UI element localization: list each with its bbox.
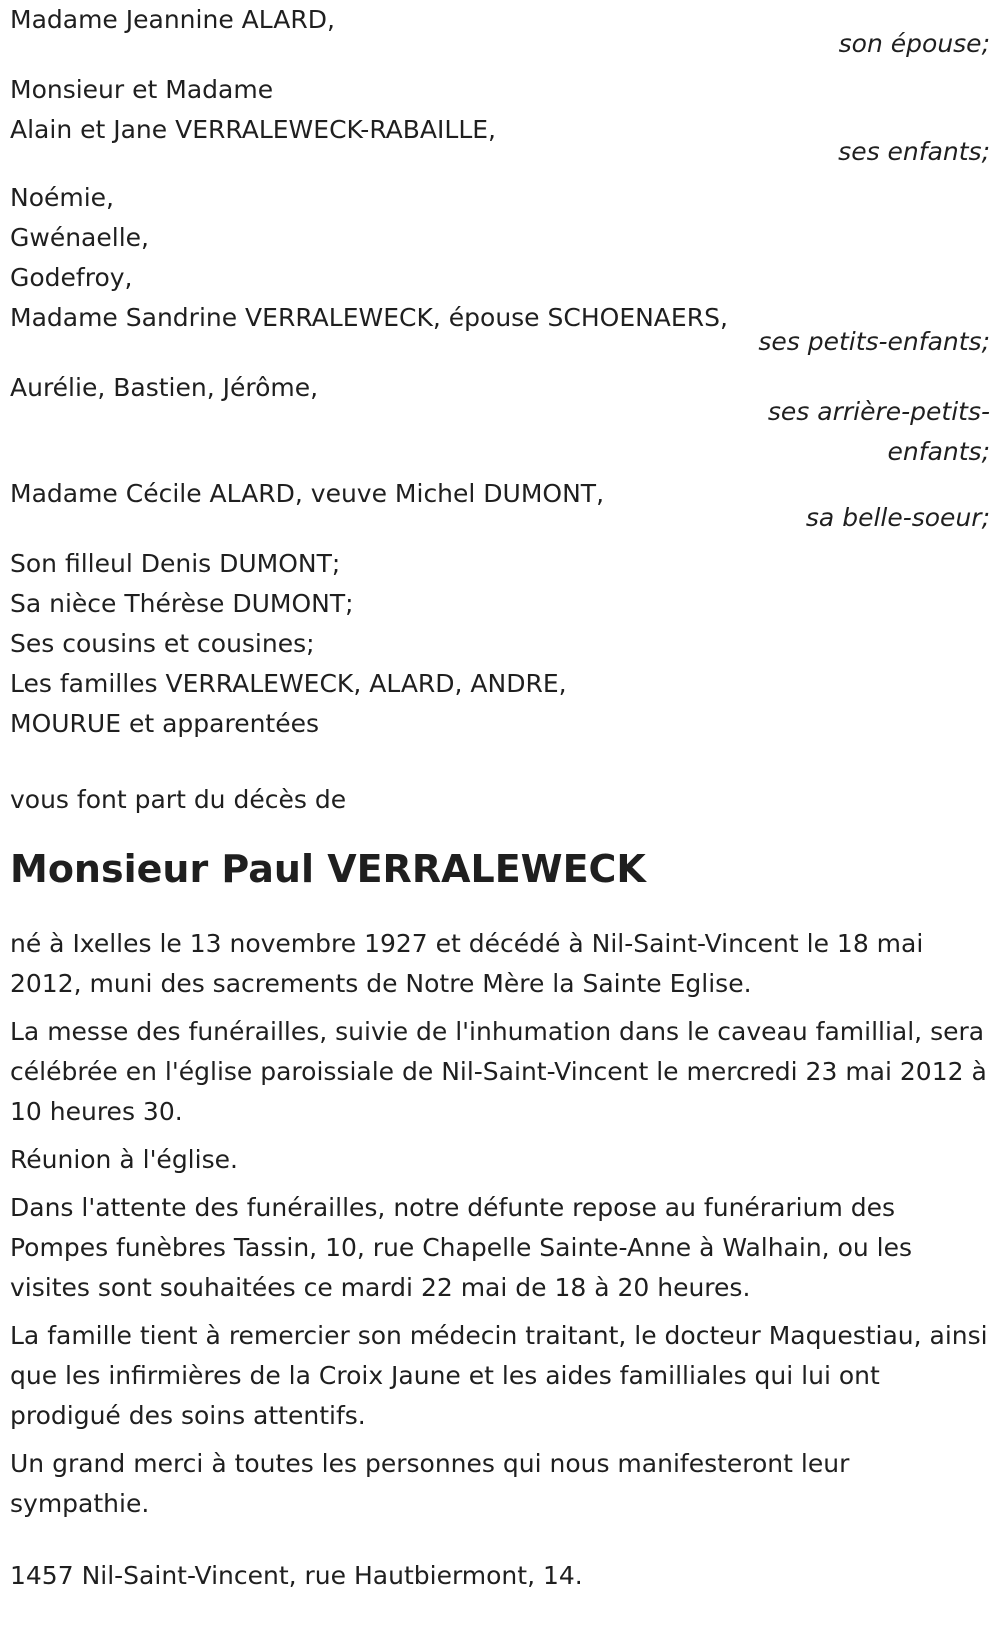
relative-line: MOURUE et apparentées bbox=[10, 709, 320, 738]
obituary-body bbox=[10, 924, 990, 1524]
family-line: Madame Sandrine VERRALEWECK, épouse SCHOENAERS, bbox=[10, 303, 728, 332]
relative-line: Ses cousins et cousines; bbox=[10, 629, 315, 658]
paragraph-funeral-mass: La messe des funérailles, suivie de l'inhumation dans le caveau famillial, sera célébrée en l'église paroissiale de Nil-Saint-Vincent le mercredi 23 mai 2012 à 10 heures 30. bbox=[10, 1017, 987, 1126]
relationship-role: son épouse; bbox=[838, 29, 990, 58]
family-group-sister-in-law bbox=[10, 474, 990, 538]
family-group-great-grandchildren bbox=[10, 368, 990, 472]
family-line: Godefroy, bbox=[10, 263, 133, 292]
family-group-spouse bbox=[10, 0, 990, 64]
family-line: Madame Jeannine ALARD, bbox=[10, 5, 335, 34]
paragraph-birth-death: né à Ixelles le 13 novembre 1927 et décédé à Nil-Saint-Vincent le 18 mai 2012, muni des sacrements de Notre Mère la Sainte Eglise. bbox=[10, 929, 924, 998]
family-group-grandchildren bbox=[10, 178, 990, 362]
family-address: 1457 Nil-Saint-Vincent, rue Hautbiermont, 14. bbox=[10, 1561, 583, 1590]
relative-line: Les familles VERRALEWECK, ALARD, ANDRE, bbox=[10, 669, 567, 698]
relationship-role-line-1: ses arrière-petits- bbox=[767, 397, 990, 426]
family-line: Aurélie, Bastien, Jérôme, bbox=[10, 373, 319, 402]
relative-line: Son filleul Denis DUMONT; bbox=[10, 549, 341, 578]
paragraph-thanks-all: Un grand merci à toutes les personnes qui nous manifesteront leur sympathie. bbox=[10, 1449, 850, 1518]
family-line: Monsieur et Madame bbox=[10, 75, 274, 104]
relationship-role: sa belle-soeur; bbox=[805, 503, 990, 532]
family-group-children bbox=[10, 70, 990, 172]
family-line: Gwénaelle, bbox=[10, 223, 149, 252]
other-relatives bbox=[10, 544, 990, 744]
family-line: Madame Cécile ALARD, veuve Michel DUMONT, bbox=[10, 479, 605, 508]
relationship-role: ses enfants; bbox=[838, 137, 990, 166]
paragraph-visitation: Dans l'attente des funérailles, notre défunte repose au funérarium des Pompes funèbres Tassin, 10, rue Chapelle Sainte-Anne à Walhain, ou les visites sont souhaitées ce mardi 22 mai de 18 à 20 heures. bbox=[10, 1193, 913, 1302]
family-line: Alain et Jane VERRALEWECK-RABAILLE, bbox=[10, 115, 496, 144]
announcement-text: vous font part du décès de bbox=[10, 785, 347, 814]
relative-line: Sa nièce Thérèse DUMONT; bbox=[10, 589, 354, 618]
paragraph-thanks-doctor: La famille tient à remercier son médecin traitant, le docteur Maquestiau, ainsi que les infirmières de la Croix Jaune et les aides familliales qui lui ont prodigué des soins attentifs. bbox=[10, 1321, 988, 1430]
deceased-name: Monsieur Paul VERRALEWECK bbox=[10, 847, 646, 891]
paragraph-meeting: Réunion à l'église. bbox=[10, 1145, 238, 1174]
relationship-role-line-2: enfants; bbox=[887, 437, 990, 466]
family-line: Noémie, bbox=[10, 183, 115, 212]
relationship-role: ses petits-enfants; bbox=[758, 327, 990, 356]
